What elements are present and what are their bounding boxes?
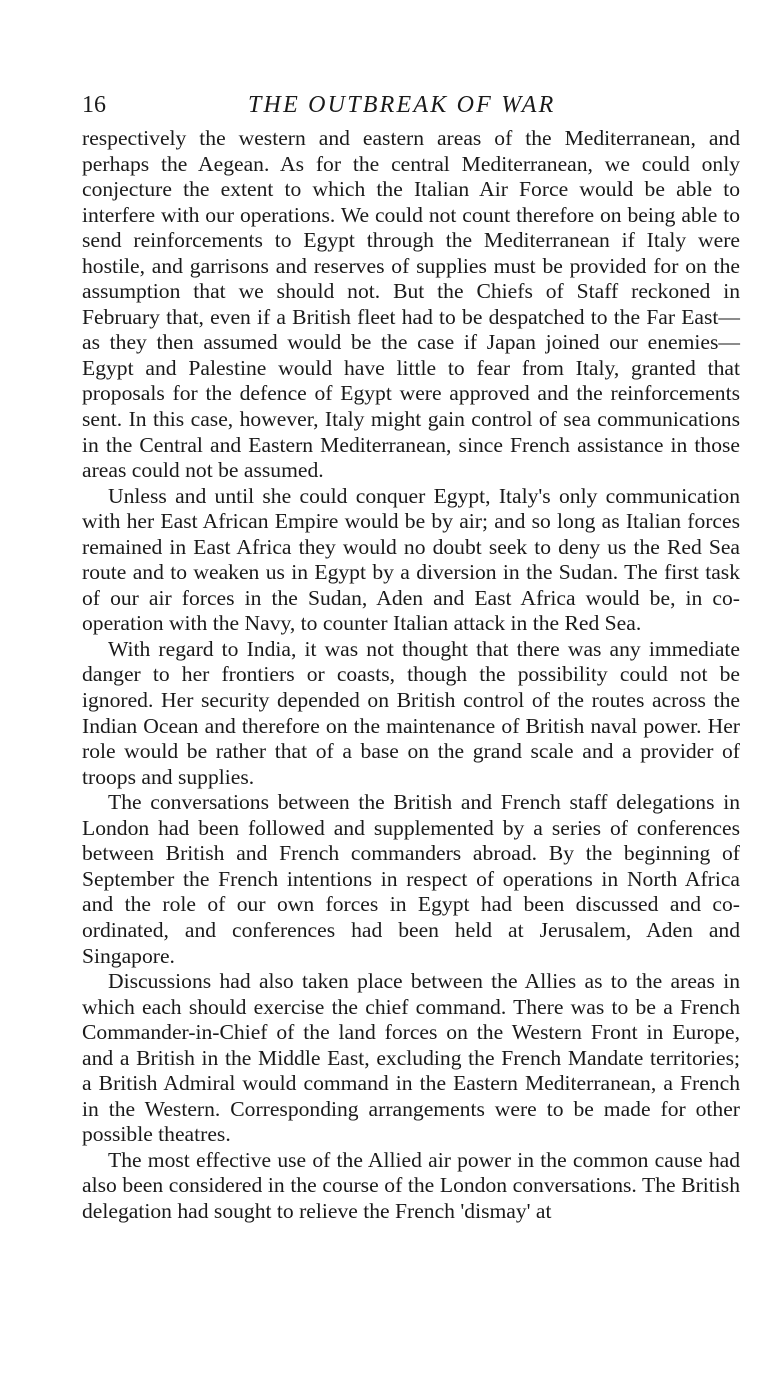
page-number: 16: [82, 92, 106, 118]
paragraph-chief-command: Discussions had also taken place between the Allies as to the areas in which each should exercise the chief command. There was to be a French Commander-in-Chief of the land forces on the Western Front in Europe, and a British in the Middle East, excluding the French Mandate territories; a British Admiral would command in the Eastern Mediterranean, a French in the Western. Corresponding arrangements were to be made for other possible theatres.: [82, 969, 740, 1147]
paragraph-india: With regard to India, it was not thought that there was any immediate danger to her frontiers or coasts, though the possibility could not be ignored. Her security depended on British control of the routes across the Indian Ocean and therefore on the maintenance of British naval power. Her role would be rather that of a base on the grand scale and a provider of troops and supplies.: [82, 636, 740, 789]
body-text: [82, 126, 740, 1225]
running-head: THE OUTBREAK OF WAR: [248, 92, 556, 118]
paragraph-italy-communication: Unless and until she could conquer Egypt, Italy's only communication with her East African Empire would be by air; and so long as Italian forces remained in East Africa they would no doubt seek to deny us the Red Sea route and to weaken us in Egypt by a diversion in the Sudan. The first task of our air forces in the Sudan, Aden and East Africa would be, in co-operation with the Navy, to counter Italian attack in the Red Sea.: [82, 483, 740, 636]
paragraph-air-power: The most effective use of the Allied air power in the common cause had also been considered in the course of the London conversations. The British delegation had sought to relieve the French 'dismay' at: [82, 1147, 740, 1223]
paragraph-staff-conversations: The conversations between the British and French staff delegations in London had been followed and supplemented by a series of conferences between British and French commanders abroad. By the beginning of September the French intentions in respect of operations in North Africa and the role of our own forces in Egypt had been discussed and co-ordinated, and conferences had been held at Jerusalem, Aden and Singapore.: [82, 790, 740, 968]
paragraph-continued: respectively the western and eastern areas of the Mediterranean, and perhaps the Aegean. As for the central Mediterranean, we could only conjecture the extent to which the Italian Air Force would be able to interfere with our operations. We could not count therefore on being able to send reinforcements to Egypt through the Mediterranean if Italy were hostile, and garrisons and reserves of supplies must be provided for on the assumption that we should not. But the Chiefs of Staff reckoned in February that, even if a British fleet had to be despatched to the Far East—as they then assumed would be the case if Japan joined our enemies—Egypt and Palestine would have little to fear from Italy, granted that proposals for the defence of Egypt were approved and the reinforcements sent. In this case, however, Italy might gain control of sea communications in the Central and Eastern Mediterranean, since French assistance in those areas could not be assumed.: [82, 126, 740, 483]
page-header: [82, 90, 740, 120]
